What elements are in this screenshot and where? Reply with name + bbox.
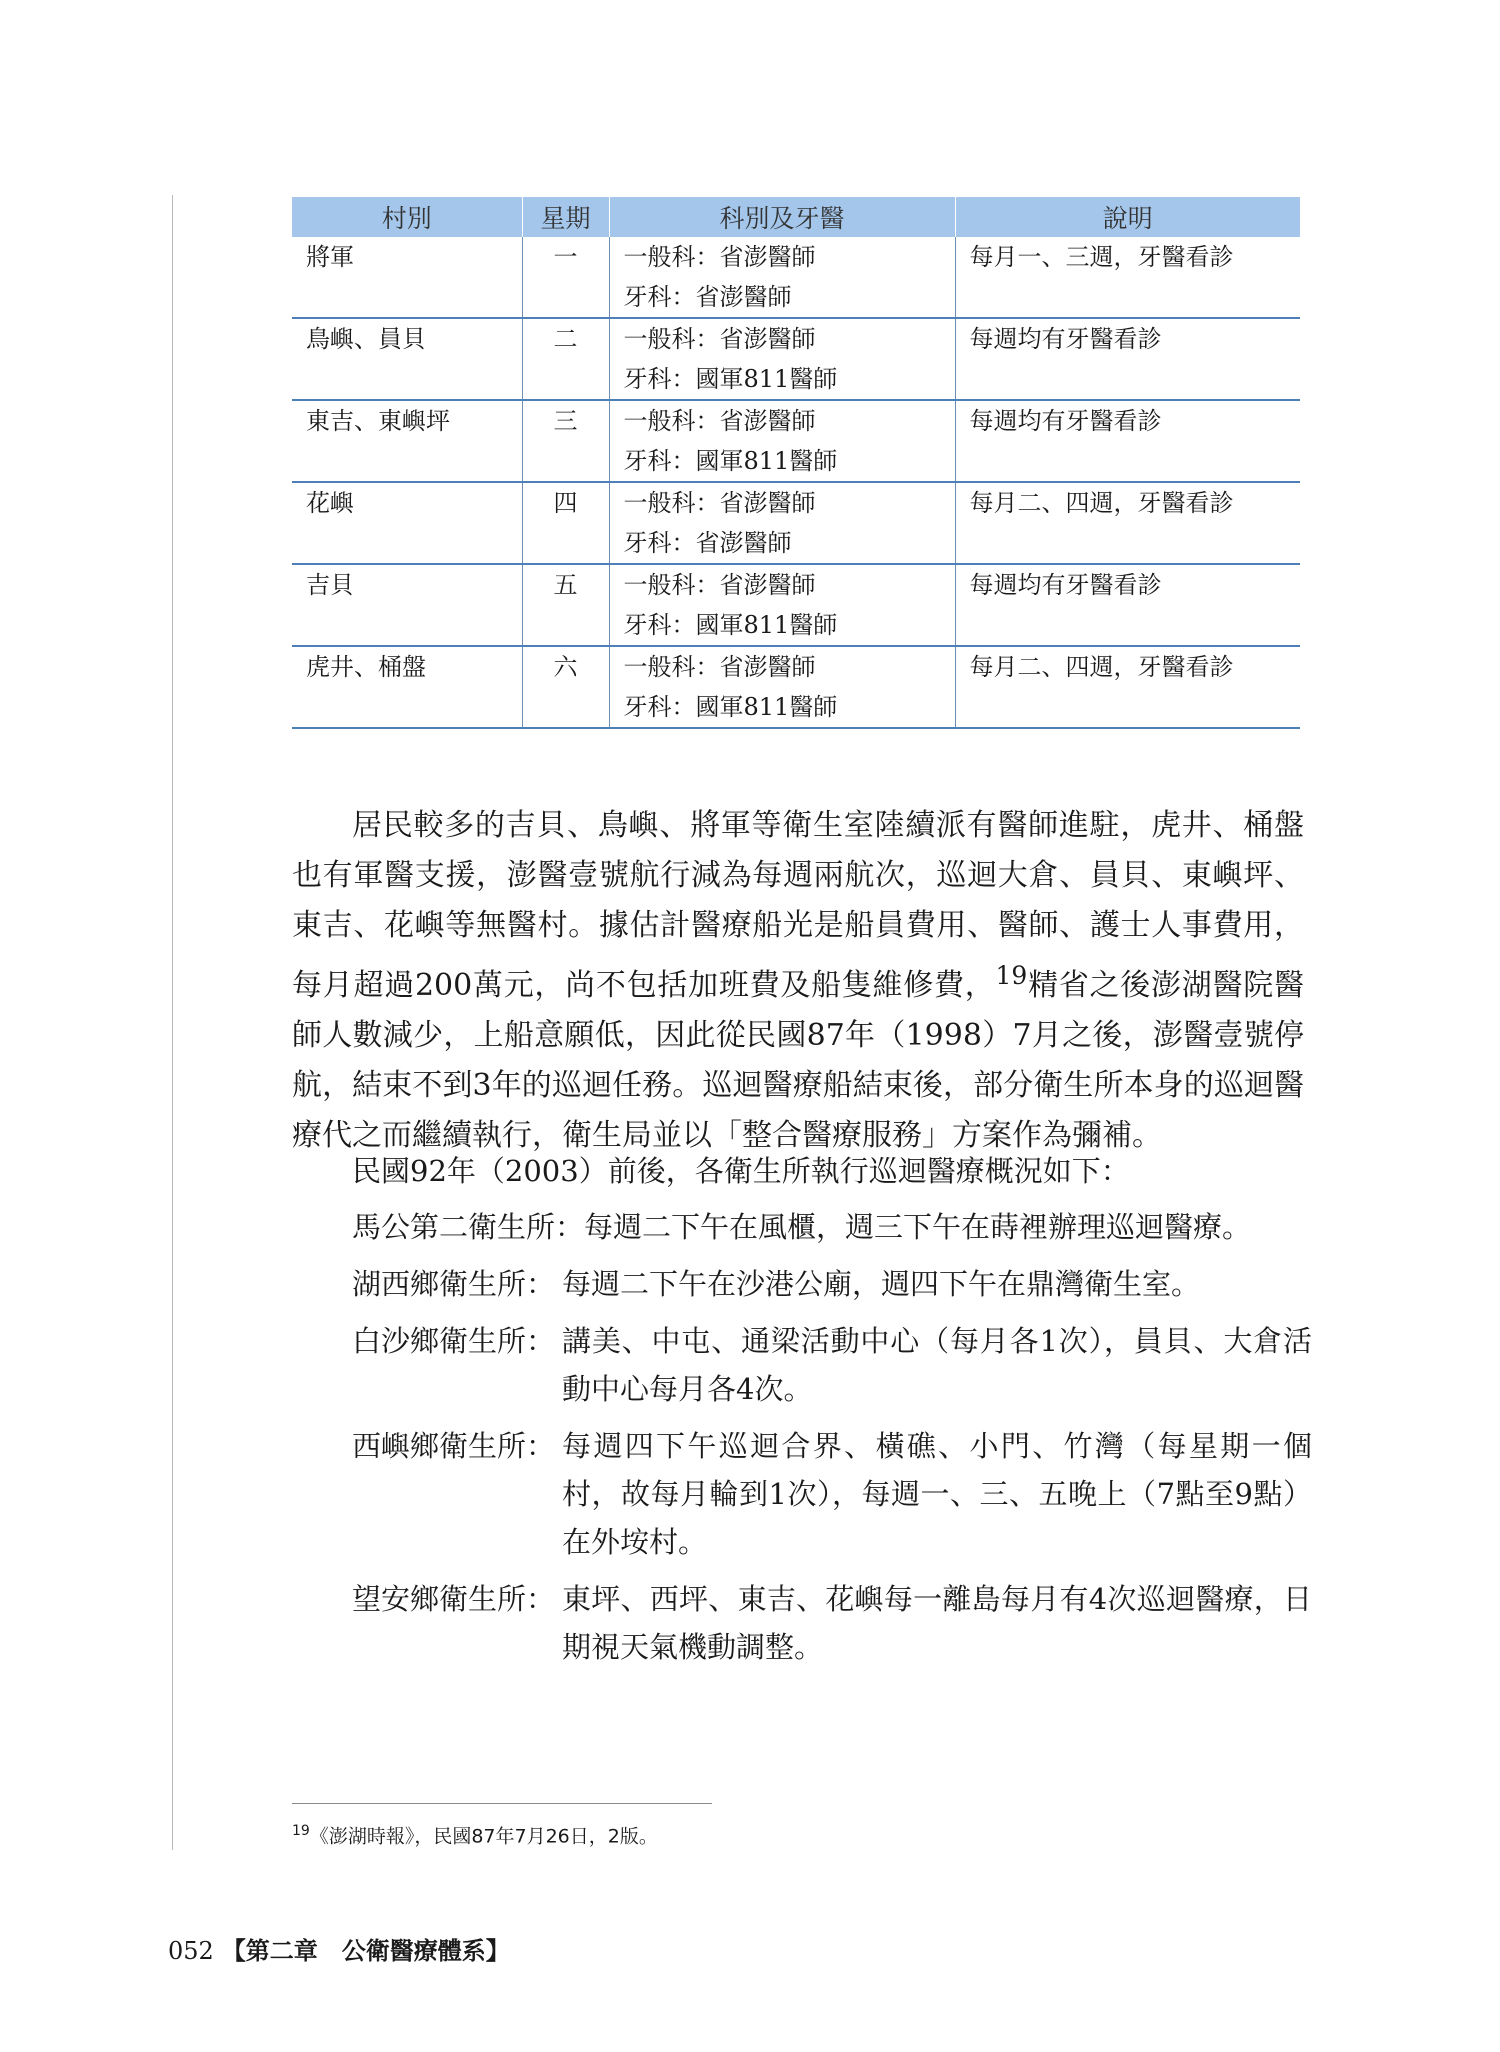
paragraph-text-before: 居民較多的吉貝、鳥嶼、將軍等衛生室陸續派有醫師進駐，虎井、桶盤也有軍醫支援，澎醫壹號航行減為每週兩航次，巡迴大倉、員貝、東嶼坪、東吉、花嶼等無醫村。據估計醫療船光是船員費用、醫師、護士人事費用，每月超過200萬元，尚不包括加班費及船隻維修費， bbox=[292, 808, 1304, 1003]
note-cell: 每週均有牙醫看診 bbox=[955, 400, 1300, 482]
service-line: 一般科：省澎醫師 bbox=[623, 243, 816, 271]
service-line: 一般科：省澎醫師 bbox=[623, 325, 816, 353]
footnote-text: 《澎湖時報》，民國87年7月26日，2版。 bbox=[309, 1825, 658, 1848]
table-row bbox=[292, 482, 1300, 564]
clinic-entry-label: 湖西鄉衛生所： bbox=[352, 1267, 556, 1301]
weekday-cell: 二 bbox=[522, 318, 609, 400]
village-cell: 將軍 bbox=[292, 237, 522, 318]
table-row bbox=[292, 237, 1300, 318]
note-cell: 每週均有牙醫看診 bbox=[955, 318, 1300, 400]
header-weekday: 星期 bbox=[522, 197, 609, 237]
header-services: 科別及牙醫 bbox=[609, 197, 955, 237]
footnote-number: 19 bbox=[292, 1823, 310, 1839]
clinic-entry-label: 望安鄉衛生所： bbox=[352, 1582, 556, 1616]
footnote-ref: 19 bbox=[995, 961, 1028, 990]
header-village: 村別 bbox=[292, 197, 522, 237]
weekday-cell: 四 bbox=[522, 482, 609, 564]
intro-line: 民國92年（2003）前後，各衛生所執行巡迴醫療概況如下： bbox=[352, 1154, 1130, 1188]
weekday-cell: 五 bbox=[522, 564, 609, 646]
clinic-entry-label: 白沙鄉衛生所： bbox=[352, 1324, 556, 1358]
service-line: 一般科：省澎醫師 bbox=[623, 653, 816, 681]
service-line: 一般科：省澎醫師 bbox=[623, 571, 816, 599]
note-cell: 每月二、四週，牙醫看診 bbox=[955, 482, 1300, 564]
paragraph-text-after: 精省之後澎湖醫院醫師人數減少，上船意願低，因此從民國87年（1998）7月之後，澎醫壹號停航，結束不到3年的巡迴任務。巡迴醫療船結束後，部分衛生所本身的巡迴醫療代之而繼續執行，衛生局並以「整合醫療服務」方案作為彌補。 bbox=[292, 968, 1304, 1153]
footnote-rule bbox=[292, 1803, 712, 1804]
weekday-cell: 六 bbox=[522, 646, 609, 728]
weekday-cell: 三 bbox=[522, 400, 609, 482]
footnote bbox=[292, 1817, 658, 1850]
services-cell bbox=[609, 646, 955, 728]
margin-rule bbox=[172, 195, 173, 1850]
service-line: 牙科：省澎醫師 bbox=[623, 283, 792, 311]
note-cell: 每週均有牙醫看診 bbox=[955, 564, 1300, 646]
note-cell: 每月二、四週，牙醫看診 bbox=[955, 646, 1300, 728]
table-row bbox=[292, 400, 1300, 482]
table-header-row bbox=[292, 197, 1300, 237]
body-paragraph bbox=[292, 801, 1304, 1161]
clinic-entry bbox=[352, 1260, 1312, 1308]
clinic-entry bbox=[352, 1317, 1312, 1413]
service-line: 一般科：省澎醫師 bbox=[623, 489, 816, 517]
weekday-cell: 一 bbox=[522, 237, 609, 318]
village-cell: 花嶼 bbox=[292, 482, 522, 564]
clinic-entry-label: 馬公第二衛生所： bbox=[352, 1210, 585, 1244]
clinic-entry-text: 講美、中屯、通梁活動中心（每月各1次），員貝、大倉活動中心每月各4次。 bbox=[562, 1324, 1312, 1406]
service-line: 牙科：國軍811醫師 bbox=[623, 611, 838, 639]
service-line: 牙科：國軍811醫師 bbox=[623, 693, 838, 721]
clinic-entry-text: 每週四下午巡迴合界、橫礁、小門、竹灣（每星期一個村，故每月輪到1次），每週一、三、五晚上（7點至9點）在外垵村。 bbox=[562, 1429, 1312, 1559]
service-line: 牙科：國軍811醫師 bbox=[623, 365, 838, 393]
table-row bbox=[292, 564, 1300, 646]
services-cell bbox=[609, 400, 955, 482]
clinic-entry bbox=[352, 1575, 1312, 1671]
clinic-entry bbox=[352, 1422, 1312, 1566]
village-cell: 吉貝 bbox=[292, 564, 522, 646]
service-line: 牙科：國軍811醫師 bbox=[623, 447, 838, 475]
clinic-entry-text: 每週二下午在風櫃，週三下午在蒔裡辦理巡迴醫療。 bbox=[584, 1210, 1252, 1244]
village-cell: 鳥嶼、員貝 bbox=[292, 318, 522, 400]
village-cell: 東吉、東嶼坪 bbox=[292, 400, 522, 482]
table-row bbox=[292, 646, 1300, 728]
clinic-entry bbox=[352, 1203, 1312, 1251]
services-cell bbox=[609, 482, 955, 564]
clinic-entry-text: 東坪、西坪、東吉、花嶼每一離島每月有4次巡迴醫療，日期視天氣機動調整。 bbox=[562, 1582, 1312, 1664]
clinic-entry-label: 西嶼鄉衛生所： bbox=[352, 1429, 556, 1463]
clinic-entry-text: 每週二下午在沙港公廟，週四下午在鼎灣衛生室。 bbox=[562, 1267, 1201, 1301]
page-footer bbox=[168, 1936, 510, 1966]
chapter-title: 【第二章 公衛醫療體系】 bbox=[221, 1936, 510, 1965]
services-cell bbox=[609, 564, 955, 646]
page-number: 052 bbox=[168, 1937, 214, 1965]
clinic-entries bbox=[352, 1203, 1312, 1680]
header-note: 說明 bbox=[955, 197, 1300, 237]
table-row bbox=[292, 318, 1300, 400]
note-cell: 每月一、三週，牙醫看診 bbox=[955, 237, 1300, 318]
services-cell bbox=[609, 318, 955, 400]
service-line: 牙科：省澎醫師 bbox=[623, 529, 792, 557]
services-cell bbox=[609, 237, 955, 318]
table-body bbox=[292, 237, 1300, 728]
clinic-schedule-table bbox=[292, 197, 1300, 729]
village-cell: 虎井、桶盤 bbox=[292, 646, 522, 728]
service-line: 一般科：省澎醫師 bbox=[623, 407, 816, 435]
